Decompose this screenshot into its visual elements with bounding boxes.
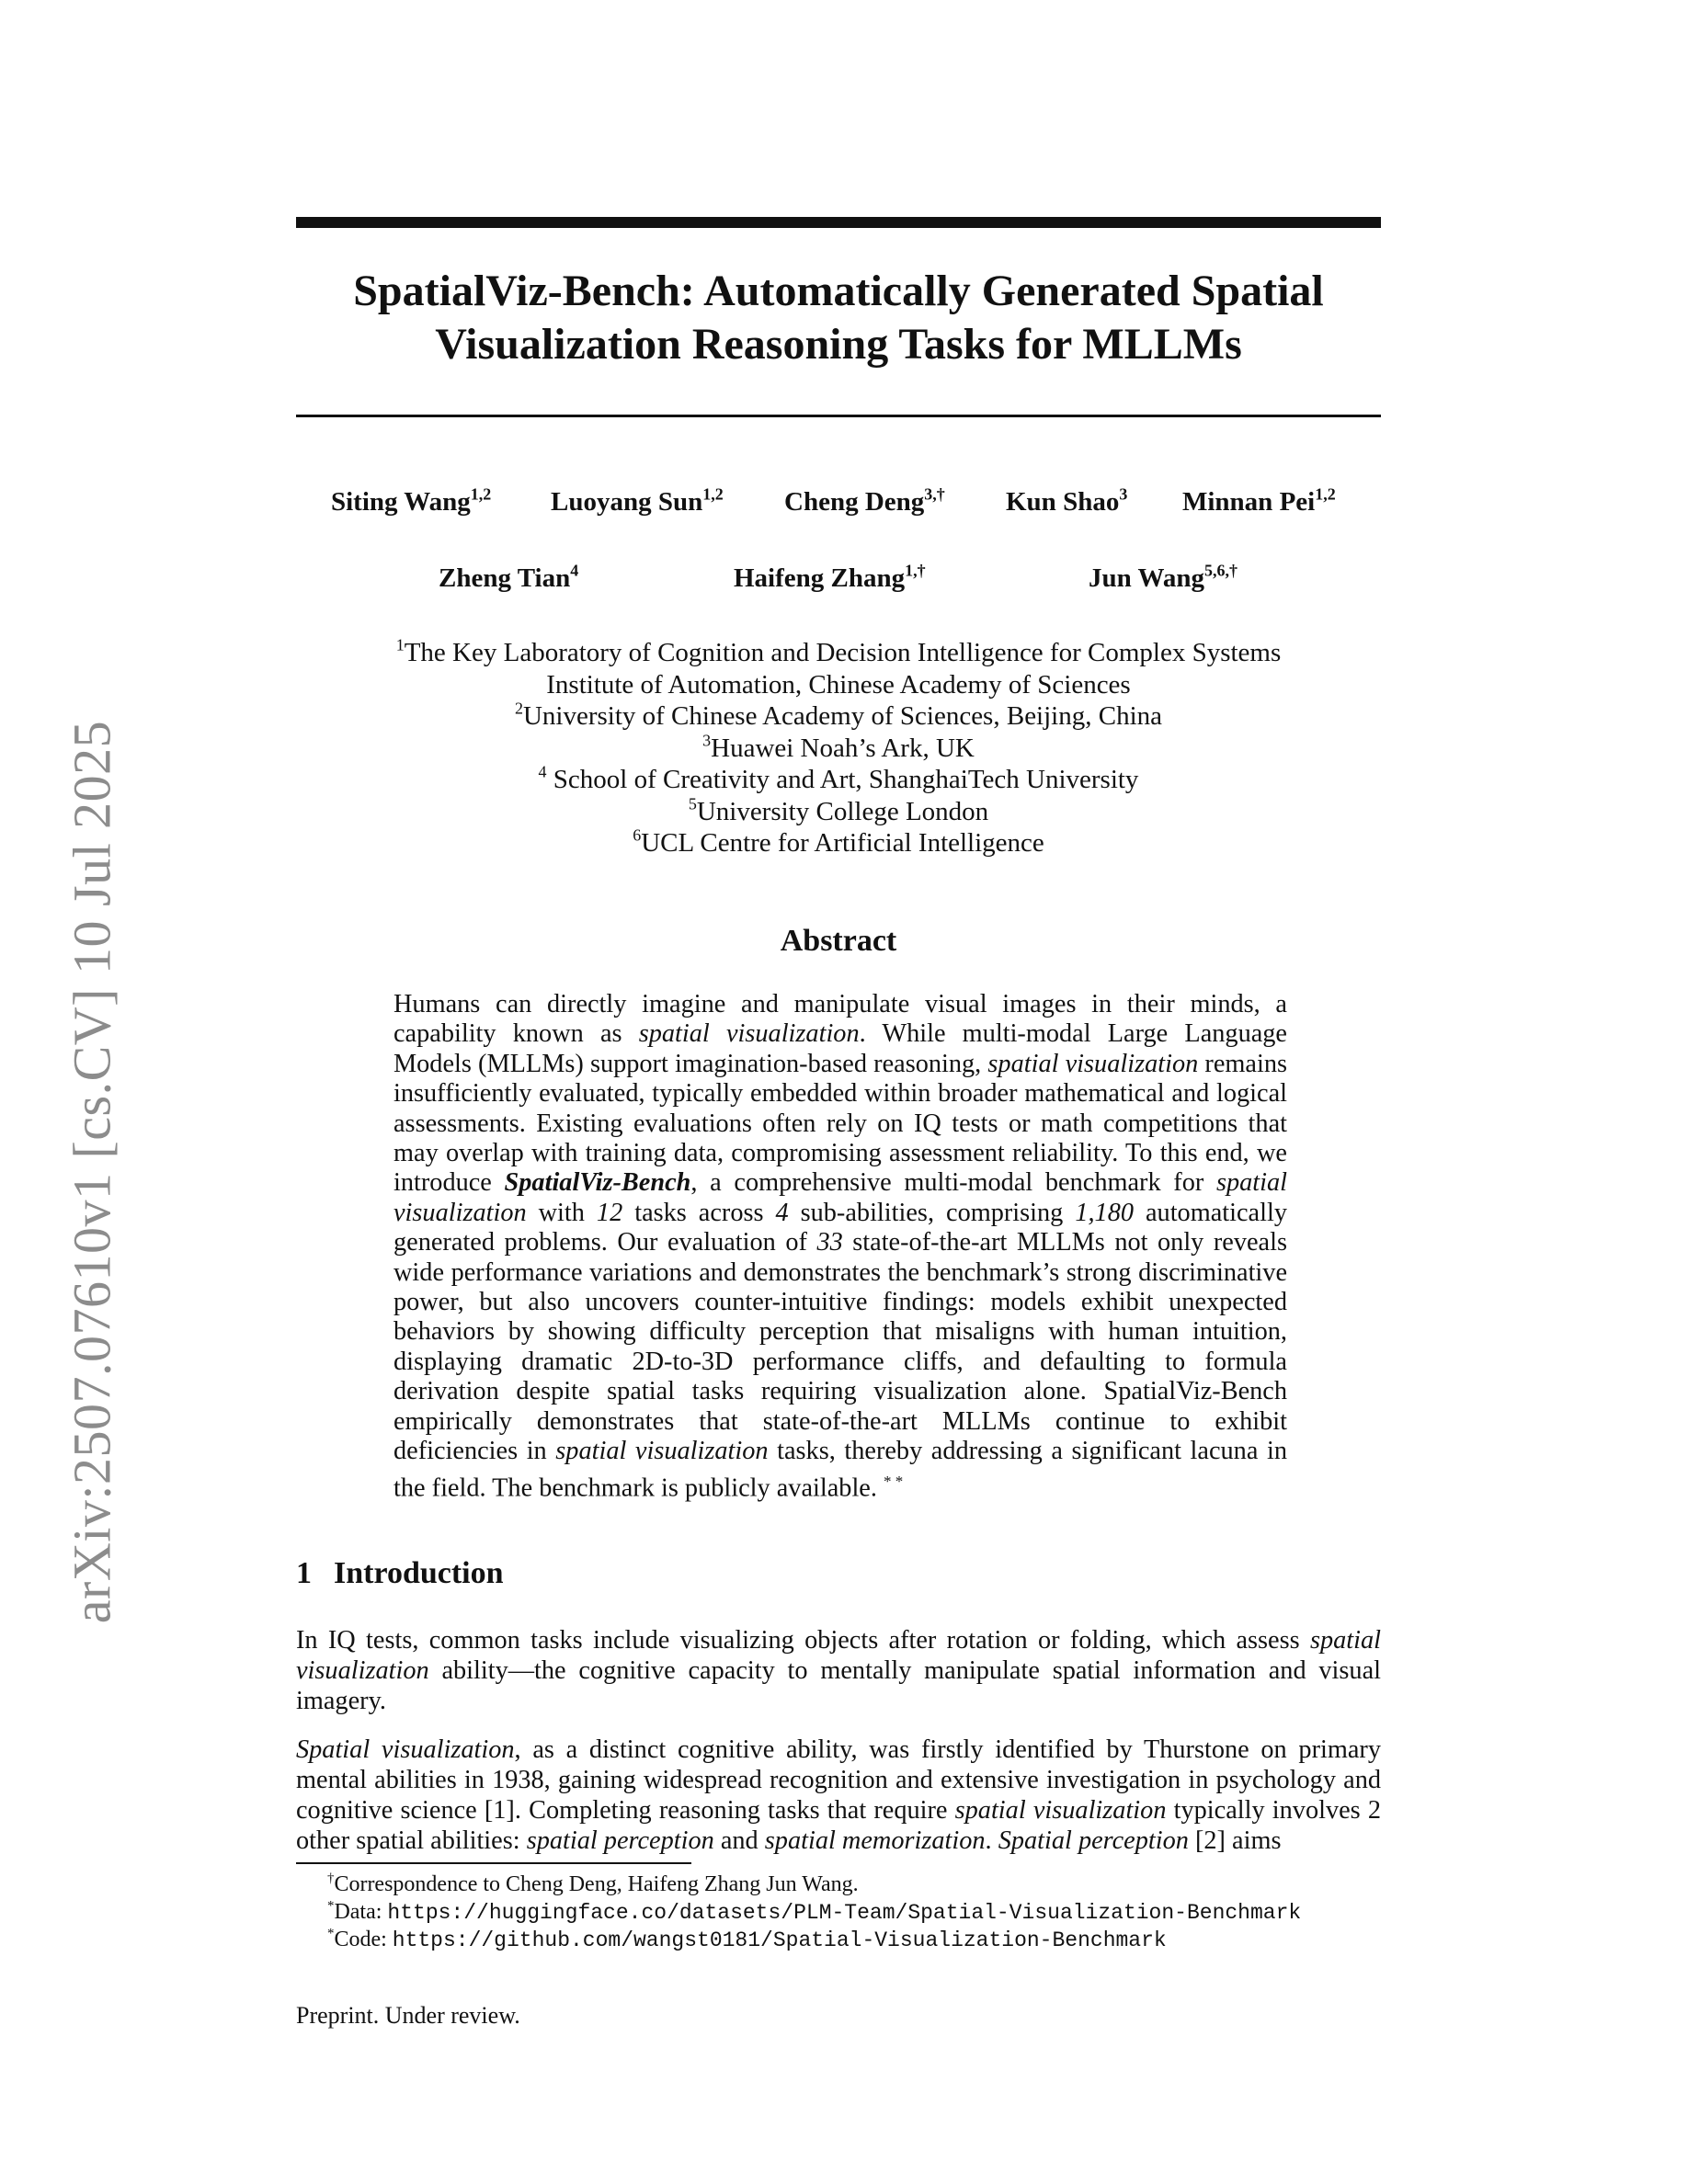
- author: Jun Wang$^{5,6,\dagger}$: [1089, 561, 1237, 593]
- arxiv-side-stamp: arXiv:2507.07610v1 [cs.CV] 10 Jul 2025: [62, 720, 122, 1624]
- affiliation: Institute of Automation, Chinese Academy of Sciences: [546, 669, 1131, 700]
- data-link[interactable]: https://huggingface.co/datasets/PLM-Team/Spatial-Visualization-Benchmark: [387, 1900, 1302, 1925]
- title-line-1: SpatialViz-Bench: Automatically Generated Spatial: [353, 267, 1324, 315]
- footnote: †Correspondence to Cheng Deng, Haifeng Zhang Jun Wang.: [327, 1871, 859, 1896]
- footnotes: [327, 1871, 1375, 1955]
- author: Minnan Pei$^{1,2}$: [1182, 484, 1336, 517]
- preprint-note: Preprint. Under review.: [296, 2002, 520, 2029]
- intro-paragraph-2: Spatial visualization, as a distinct cognitive ability, was firstly identified by Thurstone on primary mental abilities in 1938, gaining widespread recognition and extensive investigation in psychology and cognitive science [1]. Completing reasoning tasks that require spatial visualization typically involves 2 other spatial abilities: spatial perception and spatial memorization. Spatial perception [2] aims: [296, 1735, 1381, 1855]
- intro-paragraph-1: In IQ tests, common tasks include visualizing objects after rotation or folding, which assess spatial visualization ability—the cognitive capacity to mentally manipulate spatial information and visual imagery.: [296, 1626, 1381, 1715]
- footnote: *Code: https://github.com/wangst0181/Spatial-Visualization-Benchmark: [327, 1926, 1167, 1952]
- affiliation: $^4$ School of Creativity and Art, ShanghaiTech University: [538, 762, 1139, 794]
- section-heading: 1 Introduction: [296, 1556, 504, 1590]
- author: Zheng Tian$^4$: [439, 561, 579, 593]
- author: Haifeng Zhang$^{1,\dagger}$: [734, 561, 926, 593]
- code-link[interactable]: https://github.com/wangst0181/Spatial-Visualization-Benchmark: [392, 1928, 1167, 1952]
- abstract-body: Humans can directly imagine and manipulate visual images in their minds, a capability known as spatial visualization. While multi-modal Large Language Models (MLLMs) support imagination-based reasoning, spatial visualization remains insufficiently evaluated, typically embedded within broader mathematical and logical assessments. Existing evaluations often rely on IQ tests or math competitions that may overlap with training data, compromising assessment reliability. To this end, we introduce SpatialViz-Bench, a comprehensive multi-modal benchmark for spatial visualization with 12 tasks across 4 sub-abilities, comprising 1,180 automatically generated problems. Our evaluation of 33 state-of-the-art MLLMs not only reveals wide performance variations and demonstrates the benchmark’s strong discriminative power, but also uncovers counter-intuitive findings: models exhibit unexpected behaviors by showing difficulty perception that misaligns with human intuition, displaying dramatic 2D-to-3D performance cliffs, and defaulting to formula derivation despite spatial tasks requiring visualization alone. SpatialViz-Bench empirically demonstrates that state-of-the-art MLLMs continue to exhibit deficiencies in spatial visualization tasks, thereby addressing a significant lacuna in the field. The benchmark is publicly available. * *: [393, 990, 1288, 1502]
- affiliation: $^6$UCL Centre for Artificial Intelligence: [633, 825, 1044, 858]
- affiliation: $^2$University of Chinese Academy of Sciences, Beijing, China: [514, 699, 1163, 731]
- title-top-rule: [296, 217, 1381, 228]
- affiliations: [296, 637, 1381, 859]
- title-line-2: Visualization Reasoning Tasks for MLLMs: [435, 320, 1242, 369]
- affiliation: $^1$The Key Laboratory of Cognition and Decision Intelligence for Complex Systems: [395, 635, 1282, 667]
- footnote-rule: [296, 1862, 691, 1864]
- author: Kun Shao$^3$: [1006, 484, 1128, 517]
- author: Cheng Deng$^{3,\dagger}$: [784, 484, 945, 517]
- paper-title: [296, 265, 1381, 371]
- abstract-heading: Abstract: [780, 924, 897, 958]
- footnote-marks: * *: [884, 1472, 904, 1490]
- affiliation: $^3$Huawei Noah’s Ark, UK: [702, 730, 975, 763]
- title-bottom-rule: [296, 415, 1381, 417]
- affiliation: $^5$University College London: [688, 793, 989, 826]
- footnote: *Data: https://huggingface.co/datasets/PLM-Team/Spatial-Visualization-Benchmark: [327, 1897, 1302, 1925]
- author: Luoyang Sun$^{1,2}$: [551, 484, 724, 517]
- author: Siting Wang$^{1,2}$: [331, 484, 492, 517]
